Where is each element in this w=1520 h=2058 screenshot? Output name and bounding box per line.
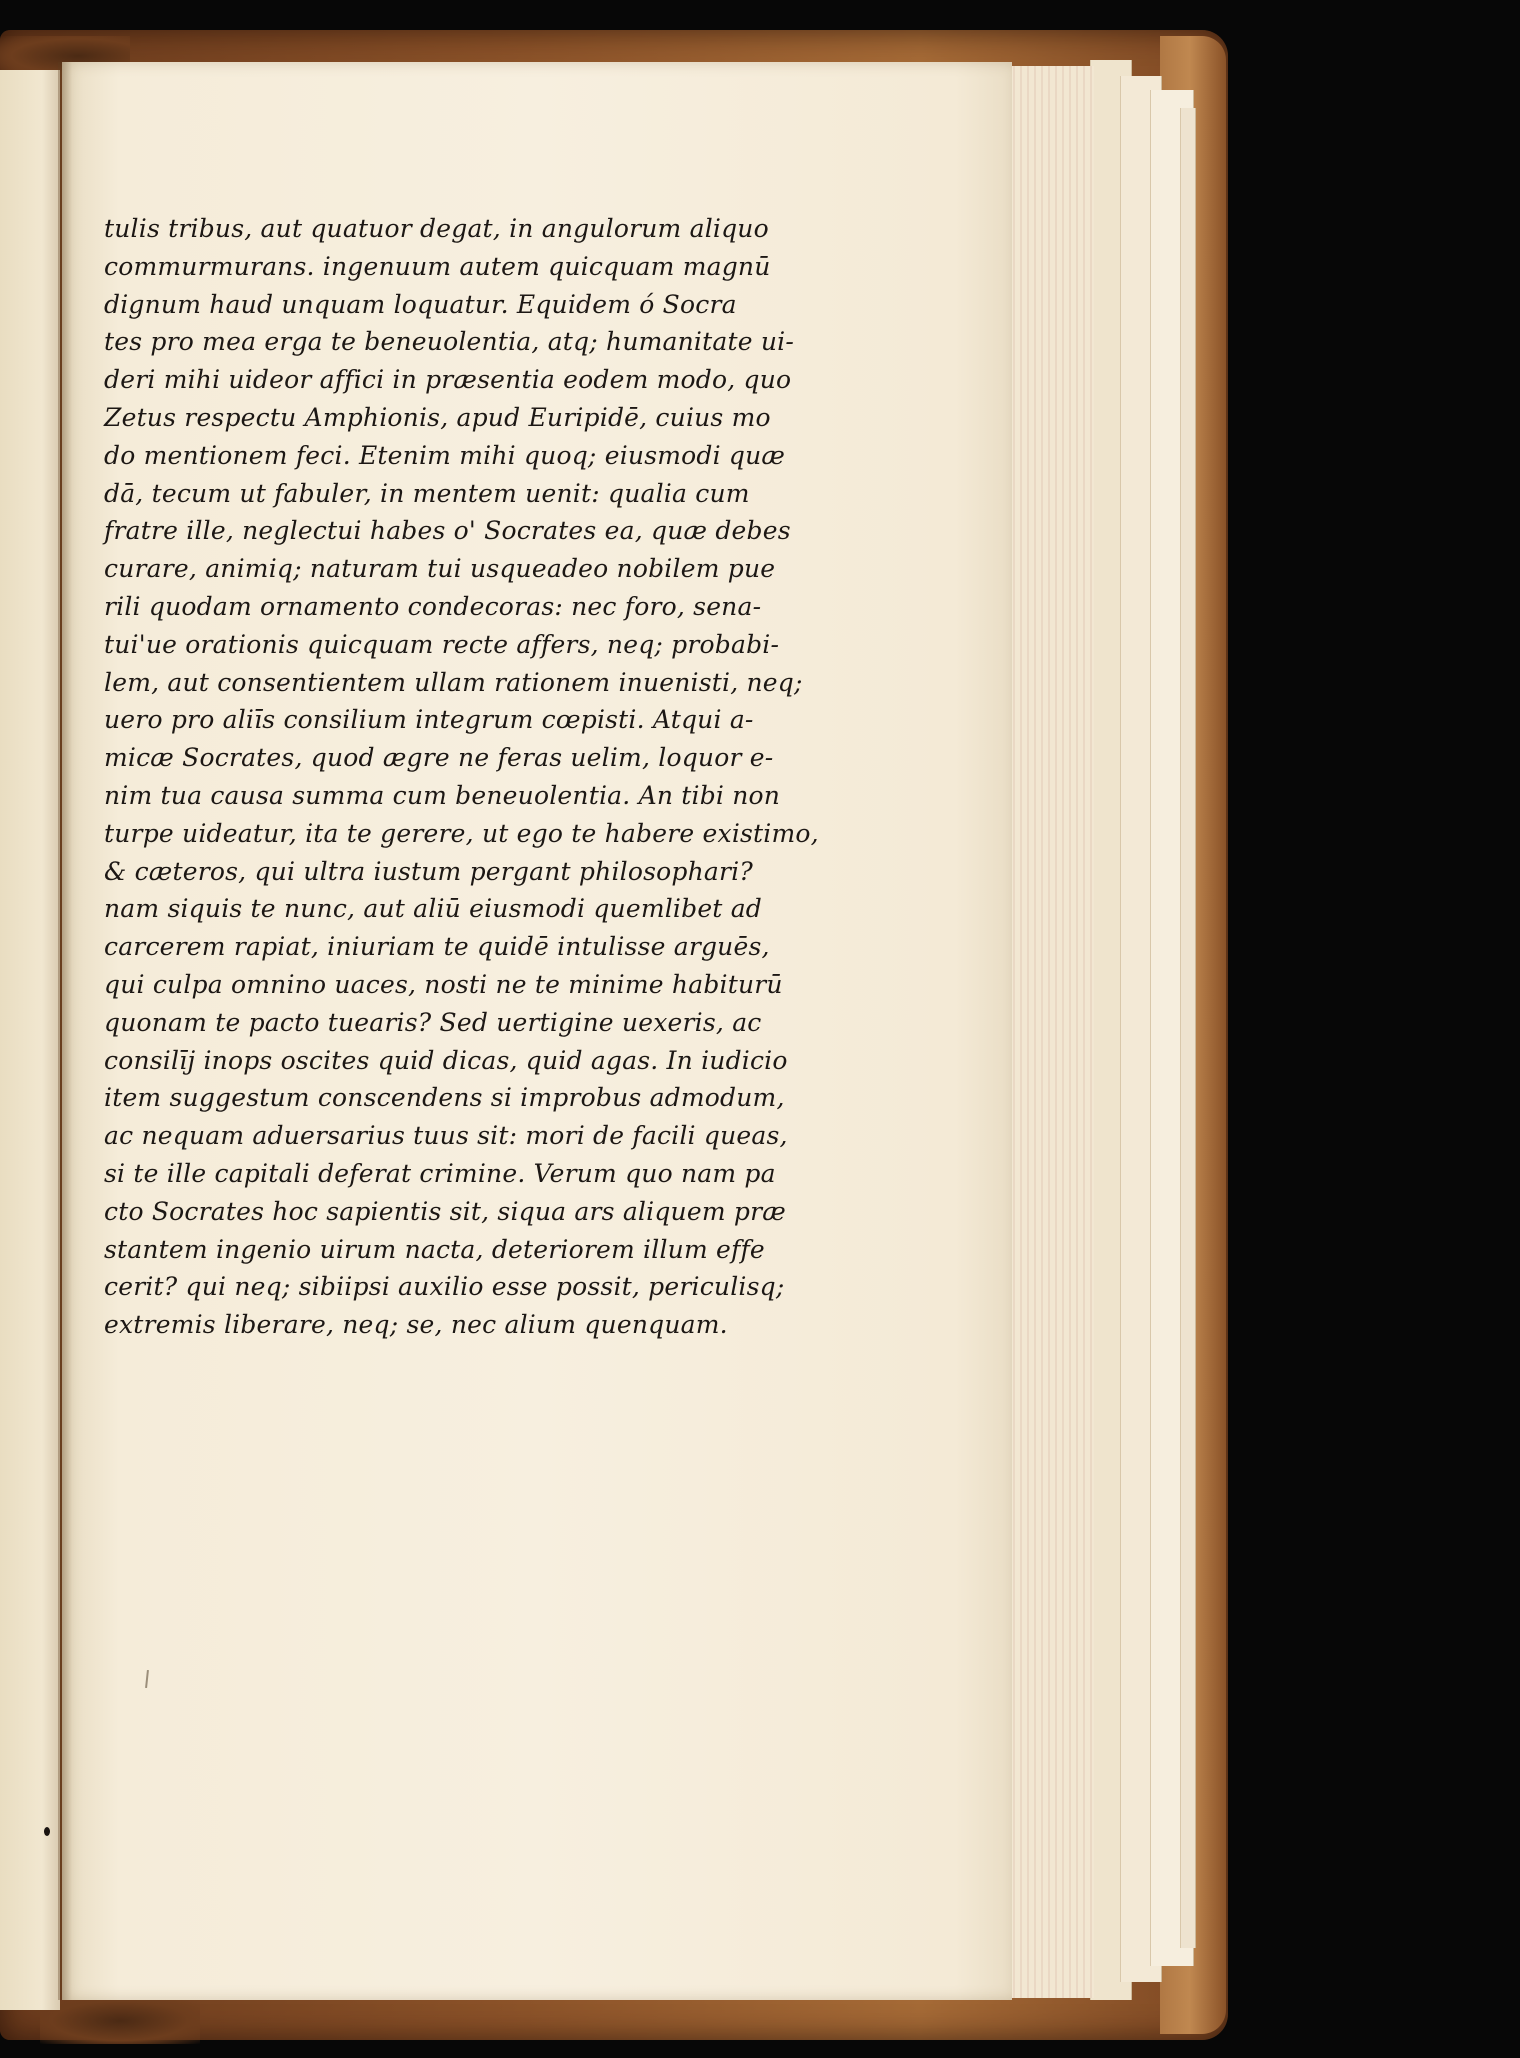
page-text bbox=[104, 210, 984, 1344]
text-line: nam siquis te nunc, aut aliū eiusmodi quemlibet ad bbox=[104, 894, 763, 924]
text-line: tulis tribus, aut quatuor degat, in angulorum aliquo bbox=[104, 214, 769, 243]
ink-dot-mark bbox=[44, 1827, 50, 1836]
text-line: carcerem rapiat, iniuriam te quidē intulisse arguēs, bbox=[104, 932, 770, 962]
gutter-shadow bbox=[58, 62, 72, 2000]
text-line: curare, animiq; naturam tui usqueadeo nobilem pue bbox=[104, 554, 776, 584]
text-line: turpe uideatur, ita te gerere, ut ego te habere existimo, bbox=[104, 818, 819, 848]
page-edge-stack bbox=[1180, 108, 1196, 1948]
text-line: uero pro aliīs consilium integrum cœpisti. Atqui a- bbox=[104, 705, 754, 735]
text-line: rili quodam ornamento condecoras: nec foro, sena- bbox=[104, 591, 762, 621]
text-line: tui'ue orationis quicquam recte affers, neq; probabi- bbox=[104, 629, 780, 659]
text-line: si te ille capitali deferat crimine. Verum quo nam pa bbox=[104, 1158, 776, 1188]
text-line: cerit? qui neq; sibiipsi auxilio esse possit, periculisq; bbox=[104, 1272, 785, 1302]
text-line: dignum haud unquam loquatur. Equidem ó Socra bbox=[104, 289, 737, 319]
text-line: commurmurans. ingenuum autem quicquam magnū bbox=[104, 251, 771, 281]
binding-bottom-corner bbox=[40, 1998, 200, 2044]
text-line: deri mihi uideor affici in præsentia eodem modo, quo bbox=[104, 365, 792, 395]
text-line: & cæteros, qui ultra iustum pergant philosophari? bbox=[104, 856, 753, 886]
text-line: stantem ingenio uirum nacta, deteriorem illum effe bbox=[104, 1234, 765, 1264]
text-line: cto Socrates hoc sapientis sit, siqua ars aliquem præ bbox=[104, 1196, 786, 1226]
text-line: qui culpa omnino uaces, nosti ne te minime habiturū bbox=[104, 969, 783, 999]
text-line: micæ Socrates, quod ægre ne feras uelim, loquor e- bbox=[104, 743, 774, 773]
page-edges-ruled bbox=[1008, 66, 1094, 1998]
text-line: consilīj inops oscites quid dicas, quid agas. In iudicio bbox=[104, 1045, 788, 1075]
text-line: lem, aut consentientem ullam rationem inuenisti, neq; bbox=[104, 667, 803, 697]
text-line: extremis liberare, neq; se, nec alium quenquam. bbox=[104, 1310, 728, 1340]
text-line: ac nequam aduersarius tuus sit: mori de facili queas, bbox=[104, 1121, 788, 1151]
text-line: fratre ille, neglectui habes o' Socrates ea, quæ debes bbox=[104, 516, 791, 546]
text-line: quonam te pacto tuearis? Sed uertigine uexeris, ac bbox=[104, 1007, 762, 1037]
text-line: dā, tecum ut fabuler, in mentem uenit: qualia cum bbox=[104, 478, 750, 508]
text-line: Zetus respectu Amphionis, apud Euripidē, cuius mo bbox=[104, 402, 771, 432]
text-line: do mentionem feci. Etenim mihi quoq; eiusmodi quæ bbox=[104, 440, 786, 470]
text-line: tes pro mea erga te beneuolentia, atq; humanitate ui- bbox=[104, 327, 795, 357]
text-line: item suggestum conscendens si improbus admodum, bbox=[104, 1083, 785, 1113]
facing-page-left bbox=[0, 70, 60, 2010]
text-line: nim tua causa summa cum beneuolentia. An tibi non bbox=[104, 780, 781, 810]
